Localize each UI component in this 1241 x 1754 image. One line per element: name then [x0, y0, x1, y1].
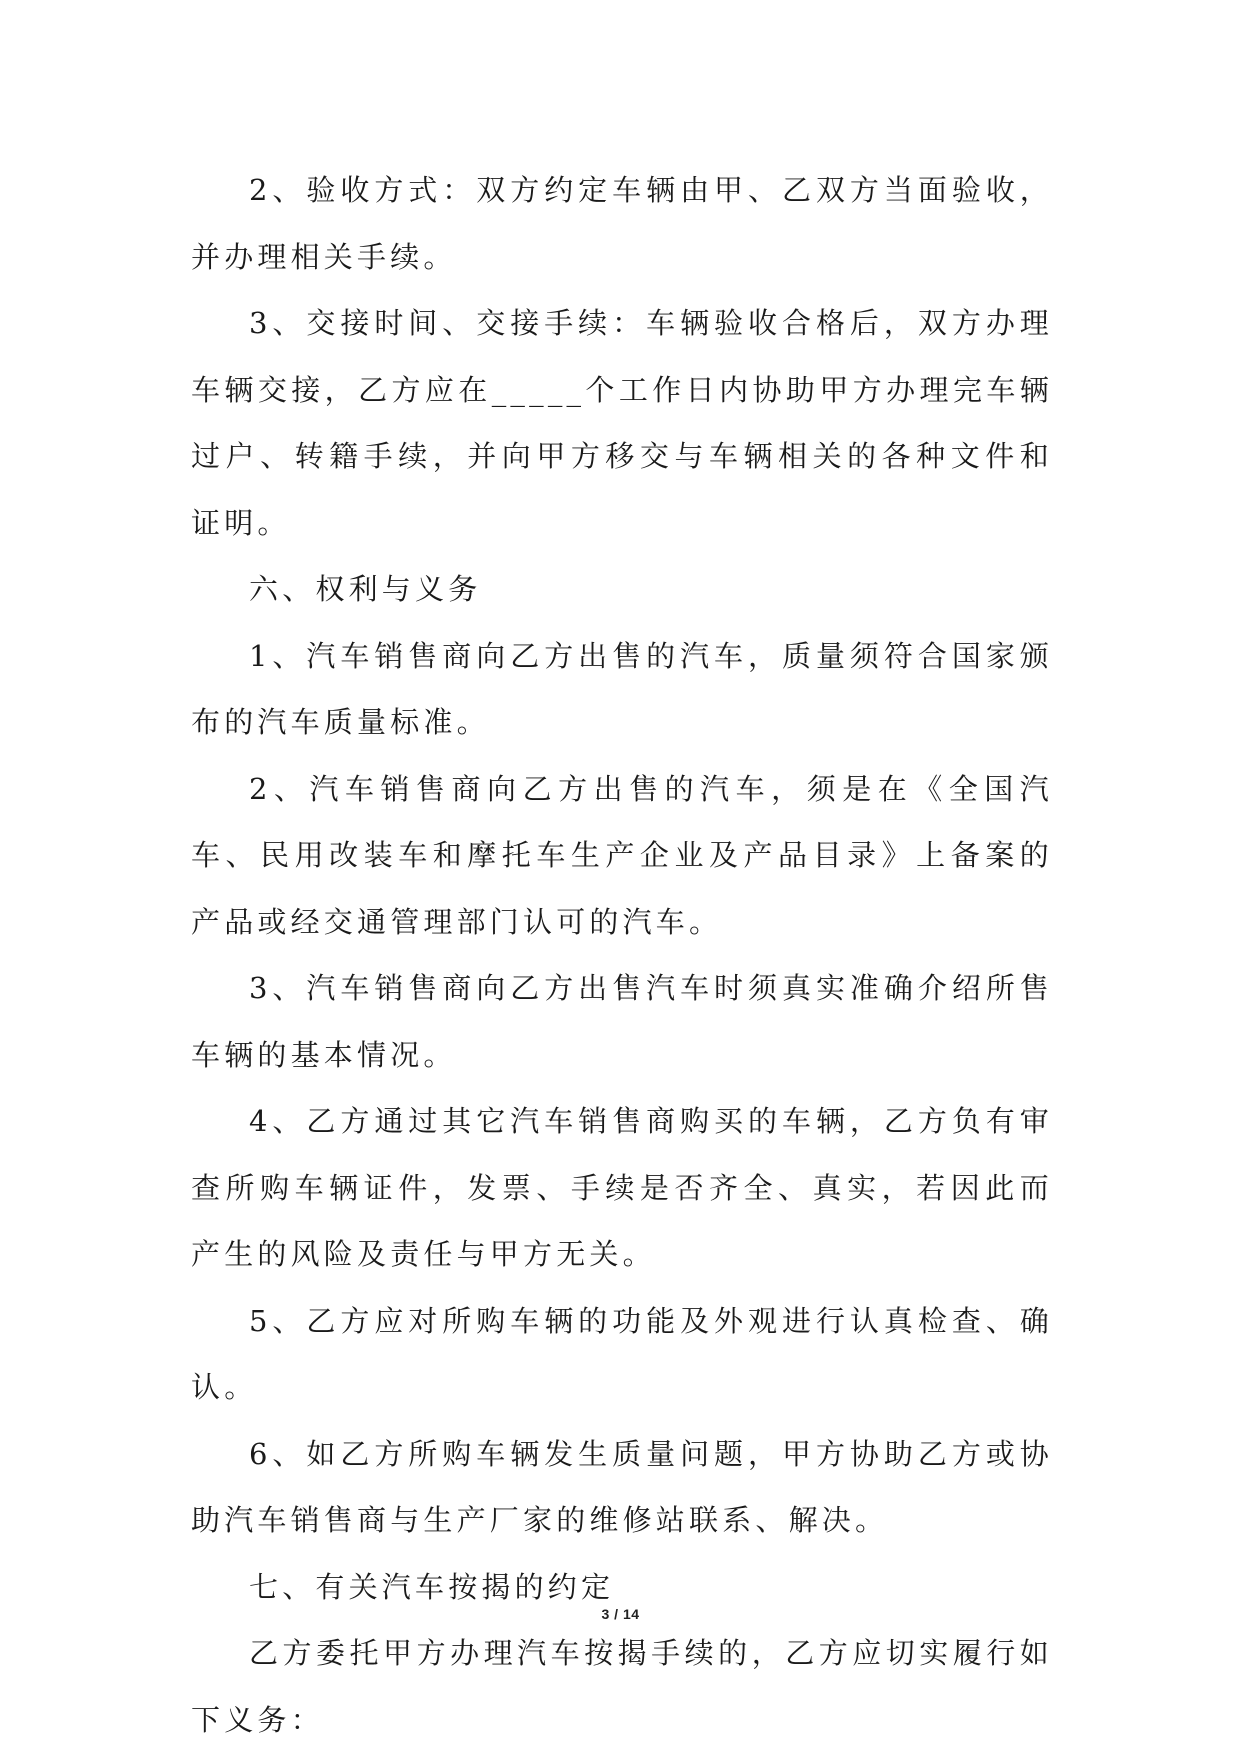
paragraph-handover: 3、交接时间、交接手续：车辆验收合格后，双方办理车辆交接，乙方应在_____个工作日内协助甲方办理完车辆过户、转籍手续，并向甲方移交与车辆相关的各种文件和证明。 — [191, 306, 1053, 540]
paragraph-acceptance-method: 2、验收方式：双方约定车辆由甲、乙双方当面验收，并办理相关手续。 — [191, 173, 1053, 274]
paragraph-item-1: 1、汽车销售商向乙方出售的汽车，质量须符合国家颁布的汽车质量标准。 — [191, 638, 1053, 739]
paragraph-item-6: 6、如乙方所购车辆发生质量问题，甲方协助乙方或协助汽车销售商与生产厂家的维修站联系、解决。 — [191, 1436, 1053, 1537]
section-heading-rights-obligations: 六、权利与义务 — [249, 572, 482, 606]
paragraph-item-3: 3、汽车销售商向乙方出售汽车时须真实准确介绍所售车辆的基本情况。 — [191, 971, 1053, 1072]
paragraph-item-4: 4、乙方通过其它汽车销售商购买的车辆，乙方负有审查所购车辆证件，发票、手续是否齐全、真实，若因此而产生的风险及责任与甲方无关。 — [191, 1104, 1053, 1271]
section-heading-mortgage: 七、有关汽车按揭的约定 — [249, 1569, 615, 1604]
paragraph-item-5: 5、乙方应对所购车辆的功能及外观进行认真检查、确认。 — [191, 1303, 1053, 1404]
page-number: 3 / 14 — [601, 1606, 640, 1622]
document-body — [191, 157, 1053, 1753]
paragraph-mortgage-obligations: 乙方委托甲方办理汽车按揭手续的，乙方应切实履行如下义务： — [191, 1636, 1053, 1737]
paragraph-item-2: 2、汽车销售商向乙方出售的汽车，须是在《全国汽车、民用改装车和摩托车生产企业及产品目录》上备案的产品或经交通管理部门认可的汽车。 — [191, 771, 1053, 939]
